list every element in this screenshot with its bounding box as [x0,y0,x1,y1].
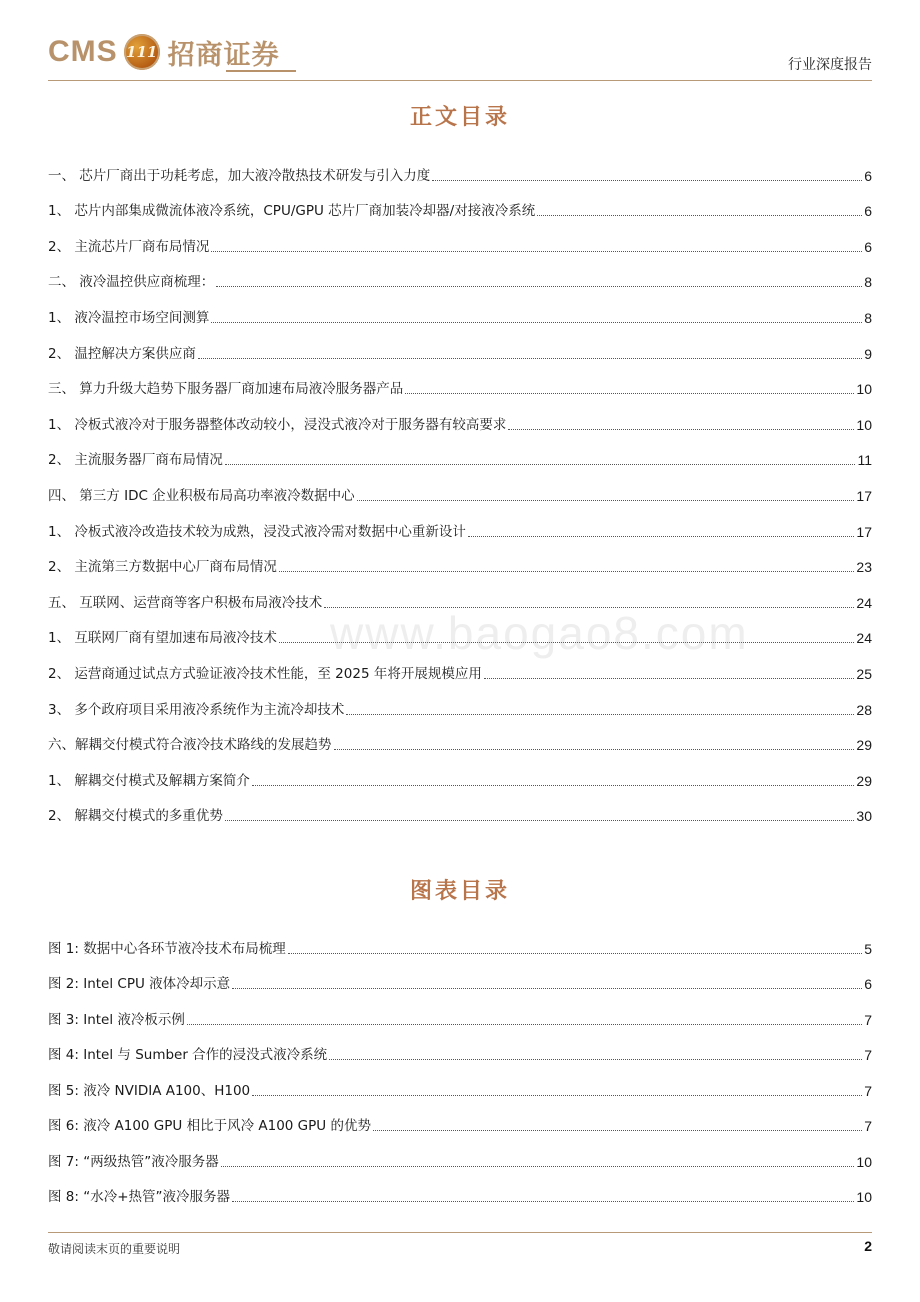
toc-list [48,148,872,824]
toc-entry[interactable] [48,718,872,754]
entry-label: 图 5: 液冷 NVIDIA A100、H100 [48,1082,251,1099]
figure-entry[interactable] [48,957,872,993]
footer-divider [48,1232,872,1233]
dot-leader [225,463,856,465]
entry-label: 1、 冷板式液冷对于服务器整体改动较小，浸没式液冷对于服务器有较高要求 [48,416,507,433]
dot-leader [346,713,854,715]
entry-page-number: 11 [857,452,872,469]
figures-list [48,921,872,1205]
toc-entry[interactable] [48,540,872,576]
entry-label: 三、 算力升级大趋势下服务器厂商加速布局液冷服务器产品 [48,381,404,398]
toc-entry[interactable] [48,219,872,255]
entry-label: 2、 温控解决方案供应商 [48,345,196,362]
logo-cms-text: CMS [48,35,118,68]
entry-page-number: 10 [856,416,872,433]
figure-entry[interactable] [48,1063,872,1099]
entry-page-number: 29 [856,737,872,754]
toc-entry[interactable] [48,468,872,504]
toc-entry[interactable] [48,504,872,540]
toc-entry[interactable] [48,290,872,326]
entry-label: 1、 液冷温控市场空间测算 [48,309,210,326]
entry-page-number: 24 [856,594,872,611]
entry-label: 图 6: 液冷 A100 GPU 相比于风冷 A100 GPU 的优势 [48,1118,371,1134]
dot-leader [252,1094,862,1096]
entry-page-number: 30 [856,808,872,825]
dot-leader [252,784,855,786]
entry-page-number: 7 [864,1082,872,1099]
dot-leader [373,1129,862,1131]
toc-entry[interactable] [48,255,872,291]
dot-leader [508,428,854,430]
figures-title: 图表目录 [409,878,510,904]
watermark: www.baogao8.com [330,607,749,659]
dot-leader [405,392,854,394]
figure-entry[interactable] [48,1170,872,1206]
entry-label: 图 1: 数据中心各环节液冷技术布局梳理 [48,940,286,957]
entry-page-number: 10 [856,1189,872,1205]
dot-leader [288,952,862,954]
entry-page-number: 6 [864,203,872,220]
entry-page-number: 9 [864,345,872,362]
entry-page-number: 5 [864,940,872,957]
entry-label: 2、 解耦交付模式的多重优势 [48,808,223,825]
entry-label: 3、 多个政府项目采用液冷系统作为主流冷却技术 [48,701,345,718]
entry-label: 2、 主流芯片厂商布局情况 [48,238,210,255]
entry-label: 1、 冷板式液冷改造技术较为成熟，浸没式液冷需对数据中心重新设计 [48,523,466,540]
figure-entry[interactable] [48,1134,872,1170]
entry-page-number: 17 [856,487,872,504]
entry-page-number: 7 [864,1118,872,1134]
logo-emblem-text: 111 [126,43,158,61]
entry-page-number: 23 [856,559,872,576]
toc-entry[interactable] [48,148,872,184]
entry-page-number: 7 [864,1047,872,1063]
report-type: 行业深度报告 [788,57,872,73]
entry-page-number: 10 [856,381,872,398]
dot-leader [232,987,862,989]
dot-leader [211,250,862,252]
logo-emblem-icon [124,34,160,70]
toc-entry[interactable] [48,682,872,718]
entry-page-number: 10 [856,1153,872,1170]
toc-entry[interactable] [48,362,872,398]
entry-label: 五、 互联网、运营商等客户积极布局液冷技术 [48,594,323,611]
entry-page-number: 6 [864,976,872,992]
entry-label: 图 7: “两级热管”液冷服务器 [48,1153,219,1170]
entry-label: 2、 运营商通过试点方式验证液冷技术性能，至 2025 年将开展规模应用 [48,665,482,682]
entry-label: 图 3: Intel 液冷板示例 [48,1011,185,1028]
entry-label: 六、解耦交付模式符合液冷技术路线的发展趋势 [48,737,332,754]
entry-label: 一、 芯片厂商出于功耗考虑，加大液冷散热技术研发与引入力度 [48,167,431,184]
toc-entry[interactable] [48,326,872,362]
toc-entry[interactable] [48,753,872,789]
dot-leader [334,748,855,750]
dot-leader [198,357,862,359]
dot-leader [232,1200,854,1202]
dot-leader [432,179,862,181]
entry-label: 图 8: “水冷+热管”液冷服务器 [48,1189,231,1205]
dot-leader [187,1023,862,1025]
entry-page-number: 7 [864,1011,872,1028]
toc-entry[interactable] [48,184,872,220]
entry-label: 1、 互联网厂商有望加速布局液冷技术 [48,630,277,647]
entry-page-number: 24 [856,630,872,647]
page-number: 2 [864,1238,872,1254]
dot-leader [357,499,855,501]
dot-leader [484,677,855,679]
cms-logo [48,30,280,74]
footer-note: 敬请阅读末页的重要说明 [48,1242,181,1256]
dot-leader [279,570,855,572]
entry-page-number: 17 [856,523,872,540]
entry-label: 二、 液冷温控供应商梳理： [48,274,215,291]
toc-entry[interactable] [48,397,872,433]
figure-entry[interactable] [48,1099,872,1135]
entry-page-number: 8 [864,309,872,326]
entry-page-number: 28 [856,701,872,718]
entry-page-number: 29 [856,772,872,789]
figure-entry[interactable] [48,992,872,1028]
dot-leader [329,1058,862,1060]
dot-leader [225,819,855,821]
page-header [48,30,872,80]
dot-leader [216,285,862,287]
toc-title: 正文目录 [409,104,510,130]
entry-page-number: 6 [864,238,872,255]
entry-label: 四、 第三方 IDC 企业积极布局高功率液冷数据中心 [48,487,355,504]
logo-underline [226,70,296,72]
header-divider [48,80,872,81]
entry-label: 2、 主流服务器厂商布局情况 [48,452,223,469]
dot-leader [221,1165,855,1167]
entry-page-number: 6 [864,167,872,184]
entry-label: 1、 解耦交付模式及解耦方案简介 [48,772,250,789]
figure-entry[interactable] [48,921,872,957]
dot-leader [211,321,862,323]
toc-entry[interactable] [48,789,872,825]
figure-entry[interactable] [48,1028,872,1064]
entry-page-number: 25 [856,665,872,682]
toc-entry[interactable] [48,433,872,469]
dot-leader [537,214,862,216]
dot-leader [468,535,855,537]
entry-page-number: 8 [864,274,872,291]
logo-chinese-name: 招商证券 [167,39,280,71]
entry-label: 图 2: Intel CPU 液体冷却示意 [48,976,231,992]
entry-label: 2、 主流第三方数据中心厂商布局情况 [48,559,277,576]
entry-label: 1、 芯片内部集成微流体液冷系统，CPU/GPU 芯片厂商加装冷却器/对接液冷系统 [48,203,536,220]
entry-label: 图 4: Intel 与 Sumber 合作的浸没式液冷系统 [48,1047,328,1063]
